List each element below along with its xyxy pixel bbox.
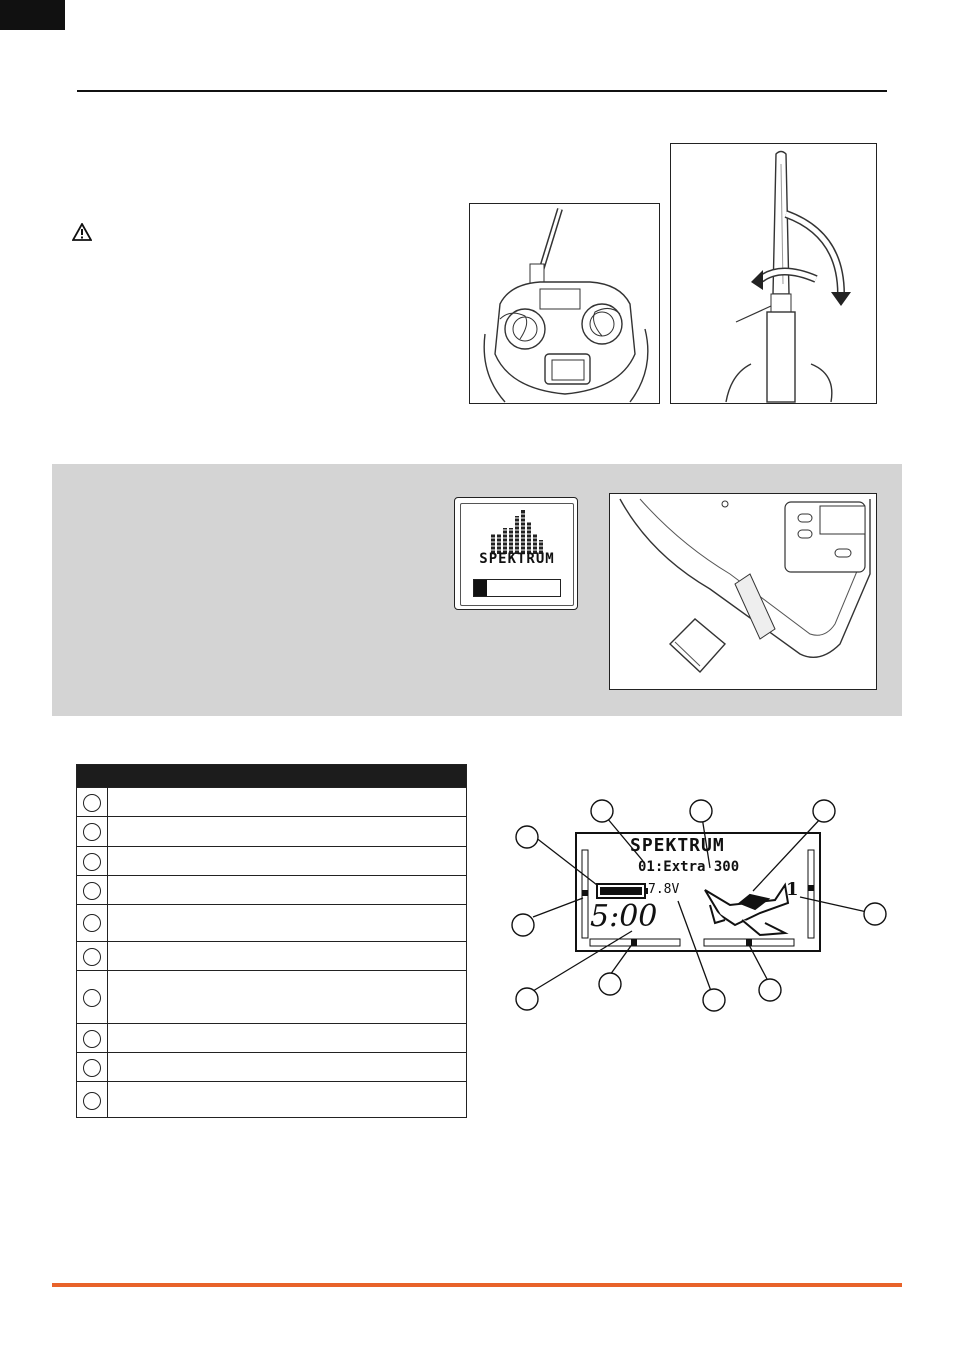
legend-table-header [77, 765, 466, 787]
page-corner-tab [0, 0, 65, 30]
legend-number-circle [83, 948, 101, 966]
section-top-rule [77, 90, 887, 92]
legend-number-circle [83, 794, 101, 812]
legend-row [77, 970, 466, 1023]
transmitter-hands-illustration [469, 203, 660, 404]
legend-row [77, 875, 466, 904]
legend-row [77, 1081, 466, 1118]
footer-accent-rule [52, 1283, 902, 1287]
legend-number-circle [83, 1030, 101, 1048]
sd-card-insertion-illustration [609, 493, 877, 690]
screen-legend-table [76, 764, 467, 1118]
legend-row [77, 816, 466, 846]
legend-row [77, 941, 466, 970]
splash-progress-fill [474, 580, 487, 596]
main-screen-diagram [510, 795, 890, 1015]
legend-row [77, 787, 466, 816]
legend-number-circle [83, 882, 101, 900]
lcd-brand: SPEKTRUM [630, 835, 725, 856]
legend-number-circle [83, 1092, 101, 1110]
lcd-model-type-number: 1 [786, 879, 799, 900]
legend-number-circle [83, 1059, 101, 1077]
legend-row [77, 1052, 466, 1081]
legend-number-circle [83, 989, 101, 1007]
splash-screen-illustration [454, 497, 578, 610]
antenna-rotation-illustration [670, 143, 877, 404]
legend-number-circle [83, 914, 101, 932]
legend-row [77, 904, 466, 941]
legend-number-circle [83, 853, 101, 871]
lcd-timer: 5:00 [590, 899, 658, 934]
splash-progress-bar [473, 579, 561, 597]
lcd-model-name: 01:Extra 300 [638, 859, 740, 875]
lcd-voltage: 7.8V [648, 882, 680, 897]
legend-row [77, 846, 466, 875]
splash-brand: SPEKTRUM [479, 551, 555, 567]
legend-row [77, 1023, 466, 1052]
warning-icon [72, 223, 92, 241]
legend-number-circle [83, 823, 101, 841]
